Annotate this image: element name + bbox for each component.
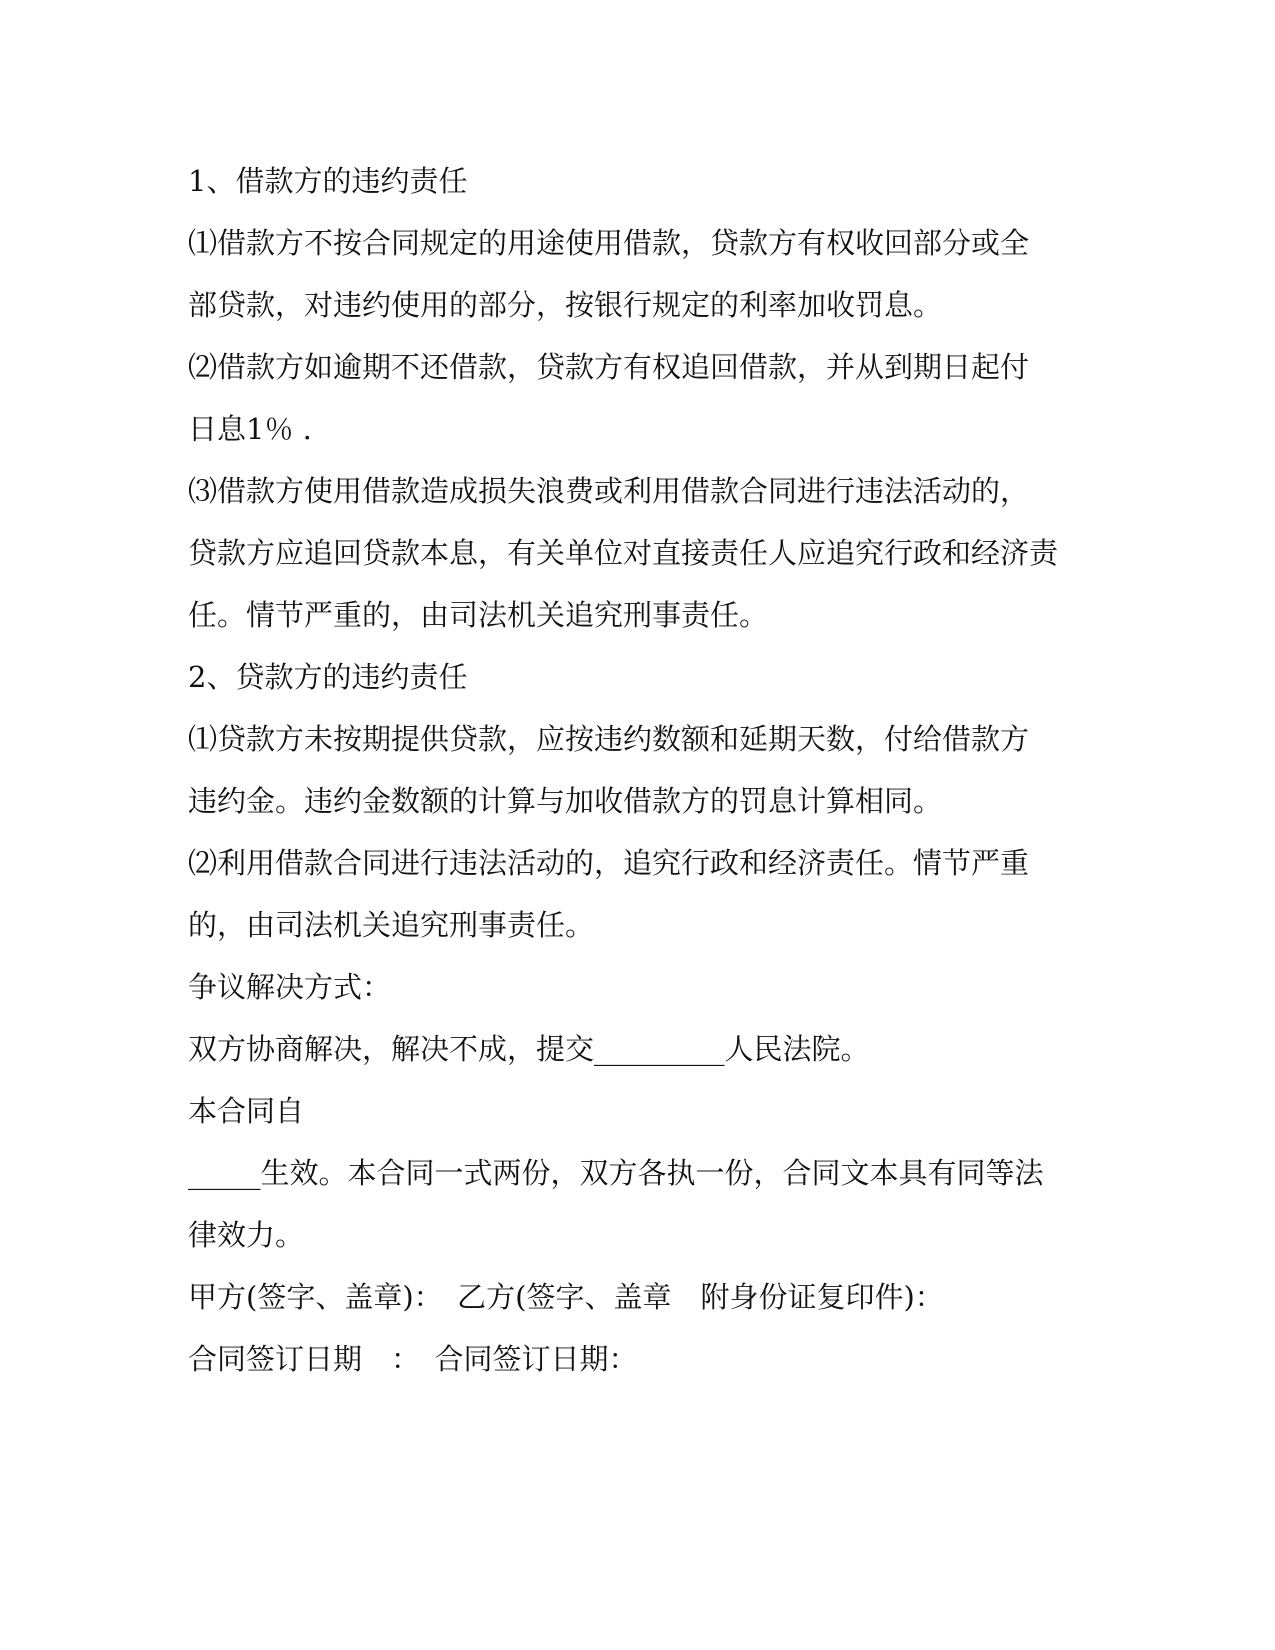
clause-text-line: ⑴借款方不按合同规定的用途使用借款，贷款方有权收回部分或全 (188, 226, 1030, 260)
section-heading-lender-liability: 2、贷款方的违约责任 (188, 660, 468, 694)
clause-text-line: 部贷款，对违约使用的部分，按银行规定的利率加收罚息。 (188, 288, 943, 322)
clause-text-line: 违约金。违约金数额的计算与加收借款方的罚息计算相同。 (188, 784, 943, 818)
clause-text-line: ⑵借款方如逾期不还借款，贷款方有权追回借款，并从到期日起付 (188, 350, 1030, 384)
clause-text-line: 任。情节严重的，由司法机关追究刑事责任。 (188, 598, 769, 632)
document-body (188, 150, 1059, 1390)
clause-text-line: ⑴贷款方未按期提供贷款，应按违约数额和延期天数，付给借款方 (188, 722, 1030, 756)
effective-date-text: _____生效。本合同一式两份，双方各执一份，合同文本具有同等法 (188, 1156, 1044, 1190)
effective-date-text: 律效力。 (188, 1218, 305, 1252)
clause-text-line: ⑵利用借款合同进行违法活动的，追究行政和经济责任。情节严重 (188, 846, 1030, 880)
clause-text-line: 贷款方应追回贷款本息，有关单位对直接责任人应追究行政和经济责 (188, 536, 1059, 570)
signing-date-line: 合同签订日期 ： 合同签订日期： (188, 1342, 638, 1376)
clause-text-line: 日息1％ . (188, 412, 312, 446)
clause-text-line: ⑶借款方使用借款造成损失浪费或利用借款合同进行违法活动的， (188, 474, 1030, 508)
section-heading-borrower-liability: 1、借款方的违约责任 (188, 164, 468, 198)
effective-date-text: 本合同自 (188, 1094, 305, 1128)
signature-parties-line: 甲方(签字、盖章)： 乙方(签字、盖章 附身份证复印件)： (188, 1280, 944, 1314)
clause-text-line: 的，由司法机关追究刑事责任。 (188, 908, 595, 942)
dispute-resolution-heading: 争议解决方式： (188, 970, 392, 1004)
dispute-resolution-text: 双方协商解决，解决不成，提交_________人民法院。 (188, 1032, 870, 1066)
